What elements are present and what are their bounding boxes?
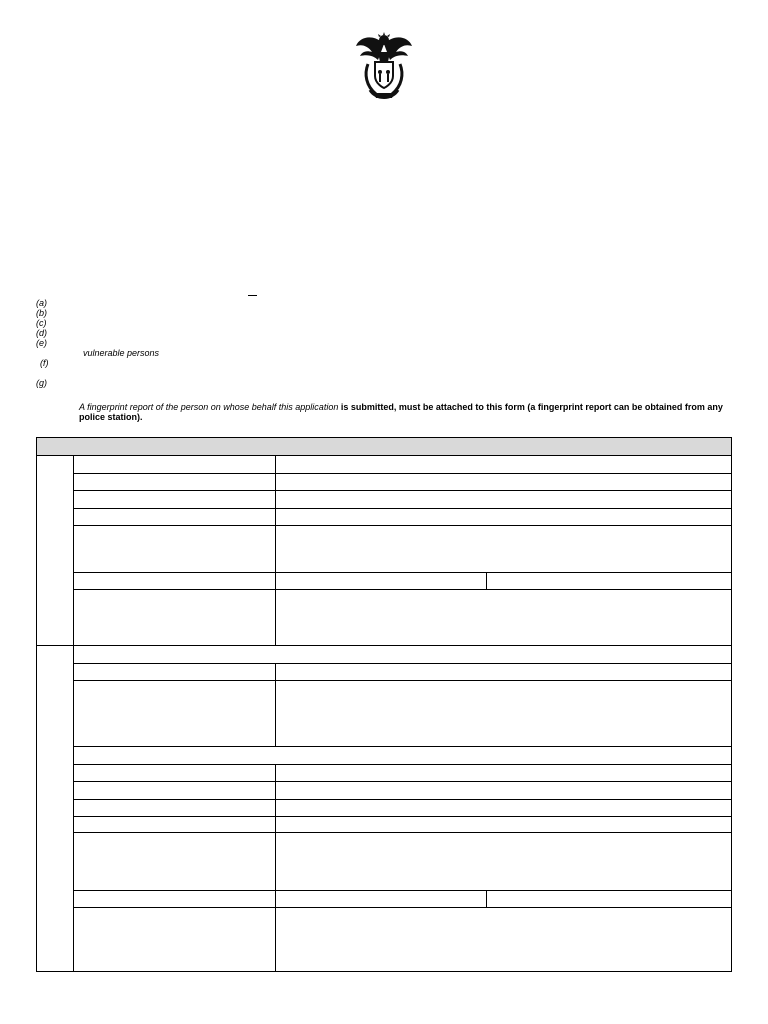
row-line [73,525,732,526]
row-line [73,890,732,891]
split-cell-divider-1 [486,572,487,590]
field-row[interactable] [74,456,731,473]
label-column-divider-2 [275,663,276,746]
marker-e: (e) [36,338,47,348]
row-line [73,680,732,681]
marker-b: (b) [36,308,47,318]
label-column-divider-1 [275,456,276,646]
marker-f: (f) [40,358,49,368]
form-header-band [37,438,731,456]
fingerprint-note-bold: is submitted, must be attached to this form (a fingerprint report can be obtained from any police station). [79,402,723,422]
row-line [73,781,732,782]
row-line [73,907,732,908]
fingerprint-note-italic: A fingerprint report of the person on whose behalf this application [79,402,339,412]
marker-c: (c) [36,318,47,328]
row-line [73,764,732,765]
section-number-column-divider [73,455,74,972]
row-line [73,508,732,509]
row-line [73,473,732,474]
marker-a: (a) [36,298,47,308]
marker-d: (d) [36,328,47,338]
coat-of-arms-icon [354,30,414,102]
marker-g: (g) [36,378,47,388]
fingerprint-note [79,402,739,422]
row-line [73,832,732,833]
vulnerable-persons-text: vulnerable persons [83,348,160,358]
application-form-table [36,437,732,972]
short-underline [248,295,257,296]
row-line [73,589,732,590]
section-divider [37,645,732,646]
row-line [73,490,732,491]
label-column-divider-3 [275,764,276,972]
row-line [73,816,732,817]
split-cell-divider-2 [486,890,487,907]
row-line [73,663,732,664]
row-line [73,799,732,800]
row-line [73,572,732,573]
row-line [73,746,732,747]
